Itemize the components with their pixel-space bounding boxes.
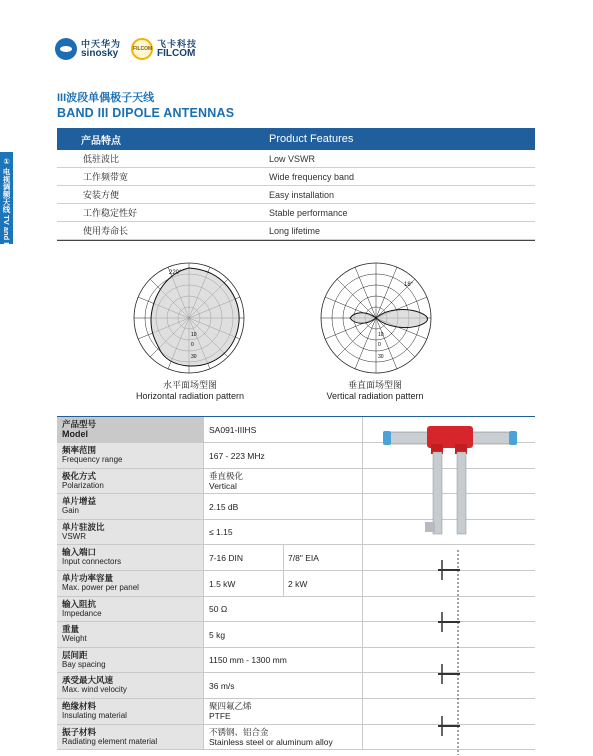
antenna-cap-right bbox=[509, 431, 517, 445]
antenna-tube-right bbox=[471, 432, 511, 444]
scale-label: 0 bbox=[191, 342, 194, 348]
feature-cn: 安装方便 bbox=[83, 190, 120, 200]
sinosky-emblem-icon bbox=[55, 38, 77, 60]
array-bay bbox=[438, 560, 460, 580]
spec-label-en: Max. power per panel bbox=[62, 583, 139, 592]
spec-label-cn: 承受最大风速 bbox=[62, 675, 114, 685]
vertical-pattern-angle: 18° bbox=[404, 282, 414, 288]
features-bottom-rule bbox=[57, 240, 535, 241]
spec-value-cn: 不锈钢、铝合金 bbox=[209, 727, 269, 737]
array-bay bbox=[438, 716, 460, 736]
spec-label-cn: 单片功率容量 bbox=[62, 573, 114, 583]
horizontal-pattern-angle: 220° bbox=[169, 270, 182, 276]
feature-en: Easy installation bbox=[269, 189, 335, 200]
antenna-post-right bbox=[457, 452, 466, 534]
feature-row bbox=[57, 204, 535, 222]
spec-label-cn: 输入阻抗 bbox=[62, 599, 97, 609]
spec-label-en: Weight bbox=[62, 634, 87, 643]
features-header-en: Product Features bbox=[269, 133, 354, 145]
feature-row bbox=[57, 186, 535, 204]
spec-value: SA091-IIIHS bbox=[203, 417, 362, 442]
spec-label-en: VSWR bbox=[62, 532, 86, 541]
vertical-pattern-diagram bbox=[320, 262, 432, 374]
spec-value-cn: 聚四氟乙烯 bbox=[209, 701, 252, 711]
spec-label-en: Frequency range bbox=[62, 455, 123, 464]
horizontal-caption-en: Horizontal radiation pattern bbox=[135, 391, 245, 401]
scale-label: 10 bbox=[191, 332, 197, 338]
sinosky-logo-cn: 中天华为 bbox=[81, 39, 122, 49]
spec-label-en: Max. wind velocity bbox=[62, 685, 127, 694]
spec-label-en: Radiating element material bbox=[62, 737, 158, 746]
vertical-caption-cn: 垂直面场型图 bbox=[347, 380, 402, 390]
sinosky-logo bbox=[55, 38, 121, 60]
vertical-pattern-main-lobe bbox=[376, 310, 428, 328]
spec-label-en: Insulating material bbox=[62, 711, 127, 720]
feature-cn: 工作频带宽 bbox=[83, 172, 129, 182]
section-side-tab-label: ① 电视调频天线 TV and FM Antennas bbox=[2, 157, 11, 290]
spec-value: 7-16 DIN bbox=[203, 545, 283, 570]
vertical-pattern-caption bbox=[305, 380, 445, 402]
antenna-cap-left bbox=[383, 431, 391, 445]
spec-value: 167 - 223 MHz bbox=[203, 443, 362, 468]
feature-cn: 工作稳定性好 bbox=[83, 208, 138, 218]
feature-en: Wide frequency band bbox=[269, 171, 355, 182]
spec-label-cn: 输入端口 bbox=[62, 547, 97, 557]
horizontal-caption-cn: 水平面场型图 bbox=[162, 380, 217, 390]
spec-label-cn: 层间距 bbox=[62, 650, 88, 660]
horizontal-pattern-lobe bbox=[151, 268, 239, 366]
scale-label: 30 bbox=[378, 354, 384, 360]
antenna-base-plate bbox=[425, 522, 435, 532]
antenna-product-illustration bbox=[375, 418, 535, 538]
antenna-post-left bbox=[433, 452, 442, 534]
feature-row bbox=[57, 222, 535, 240]
scale-label: 0 bbox=[378, 342, 381, 348]
vertical-caption-en: Vertical radiation pattern bbox=[326, 391, 424, 401]
filcom-badge-icon: FILCOM bbox=[131, 38, 153, 60]
scale-label: 30 bbox=[191, 354, 197, 360]
spec-label-en: Input connectors bbox=[62, 557, 122, 566]
spec-value: 36 m/s bbox=[203, 673, 362, 698]
spec-value: 1150 mm - 1300 mm bbox=[203, 648, 362, 672]
filcom-logo-cn: 飞卡科技 bbox=[157, 39, 198, 49]
spec-label-cn: 极化方式 bbox=[62, 471, 97, 481]
spec-value-en: Stainless steel or aluminum alloy bbox=[209, 737, 333, 747]
spec-label-cn: 振子材料 bbox=[62, 727, 97, 737]
sinosky-logo-en: sinosky bbox=[81, 48, 119, 59]
scale-label: 10 bbox=[378, 332, 384, 338]
filcom-logo-en: FILCOM bbox=[157, 48, 196, 59]
horizontal-pattern-diagram bbox=[133, 262, 245, 374]
feature-row bbox=[57, 150, 535, 168]
spec-value: 5 kg bbox=[203, 622, 362, 647]
feature-cn: 使用寿命长 bbox=[83, 226, 129, 236]
spec-label-cn: 重量 bbox=[62, 624, 80, 634]
feature-row bbox=[57, 168, 535, 186]
antenna-tube-left bbox=[389, 432, 429, 444]
page-title-en: BAND III DIPOLE ANTENNAS bbox=[57, 106, 235, 120]
spec-label-en: Bay spacing bbox=[62, 660, 106, 669]
spec-value-alt: 2 kW bbox=[283, 571, 362, 596]
spec-value-en: PTFE bbox=[209, 711, 231, 721]
features-table bbox=[57, 128, 535, 241]
feature-en: Stable performance bbox=[269, 207, 348, 218]
horizontal-pattern-caption bbox=[120, 380, 260, 402]
features-header-cn: 产品特点 bbox=[81, 135, 121, 147]
spec-value: 2.15 dB bbox=[203, 494, 362, 519]
antenna-array-illustration bbox=[430, 550, 470, 755]
features-header bbox=[57, 128, 535, 150]
spec-value: 1.5 kW bbox=[203, 571, 283, 596]
spec-value-cn: 垂直极化 bbox=[209, 471, 244, 481]
spec-label-cn: 产品型号 bbox=[62, 419, 97, 429]
spec-value bbox=[203, 469, 362, 493]
spec-value bbox=[203, 699, 362, 724]
spec-label-en: Gain bbox=[62, 506, 79, 515]
spec-label-cn: 频率范围 bbox=[62, 445, 97, 455]
spec-value-en: Vertical bbox=[209, 481, 237, 491]
array-bay bbox=[438, 612, 460, 632]
spec-value: ≤ 1.15 bbox=[203, 520, 362, 544]
spec-value bbox=[203, 725, 362, 749]
page-title-cn: III波段单偶极子天线 bbox=[57, 92, 155, 104]
spec-label-en: Impedance bbox=[62, 609, 102, 618]
spec-value: 50 Ω bbox=[203, 597, 362, 621]
spec-label-en: Model bbox=[62, 429, 88, 439]
feature-cn: 低驻波比 bbox=[83, 154, 120, 164]
spec-label-cn: 单片增益 bbox=[62, 496, 97, 506]
spec-label-en: Polarization bbox=[62, 481, 104, 490]
feature-en: Long lifetime bbox=[269, 225, 321, 236]
brand-logos bbox=[55, 36, 197, 62]
array-bay bbox=[438, 664, 460, 684]
feature-en: Low VSWR bbox=[269, 153, 316, 164]
spec-label-cn: 绝缘材料 bbox=[62, 701, 97, 711]
spec-value-alt: 7/8" EIA bbox=[283, 545, 362, 570]
spec-label-cn: 单片驻波比 bbox=[62, 522, 105, 532]
filcom-logo bbox=[131, 38, 197, 60]
